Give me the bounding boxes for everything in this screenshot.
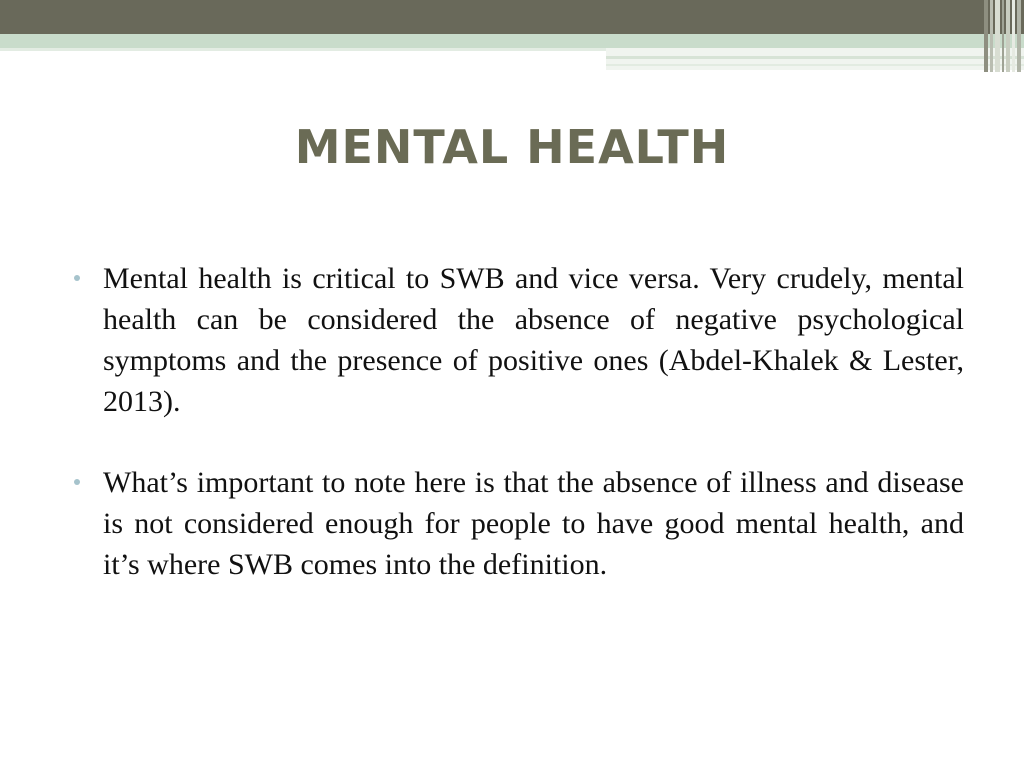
header-band-thin: [0, 48, 606, 51]
bullet-list: [72, 258, 964, 625]
header-band-right: [606, 48, 1024, 70]
bullet-dot-icon: [74, 479, 80, 485]
bullet-item: [72, 258, 964, 422]
slide-title: MENTAL HEALTH: [294, 120, 730, 174]
bullet-text: Mental health is critical to SWB and vice versa. Very crudely, mental health can be considered the absence of negative psychological symptoms and the presence of positive ones (Abdel-Khalek & Lester, 2013).: [103, 262, 964, 418]
bullet-item: [72, 462, 964, 585]
header-band-right-line: [606, 56, 1024, 59]
bullet-dot-icon: [74, 275, 80, 281]
header-band-dark: [0, 0, 1024, 34]
header-band-right-line-2: [606, 64, 1024, 66]
bullet-text: What’s important to note here is that the absence of illness and disease is not considered enough for people to have good mental health, and it’s where SWB comes into the definition.: [103, 466, 964, 581]
header-edge-stripes: [984, 0, 1024, 72]
header-band-light: [0, 34, 1024, 48]
